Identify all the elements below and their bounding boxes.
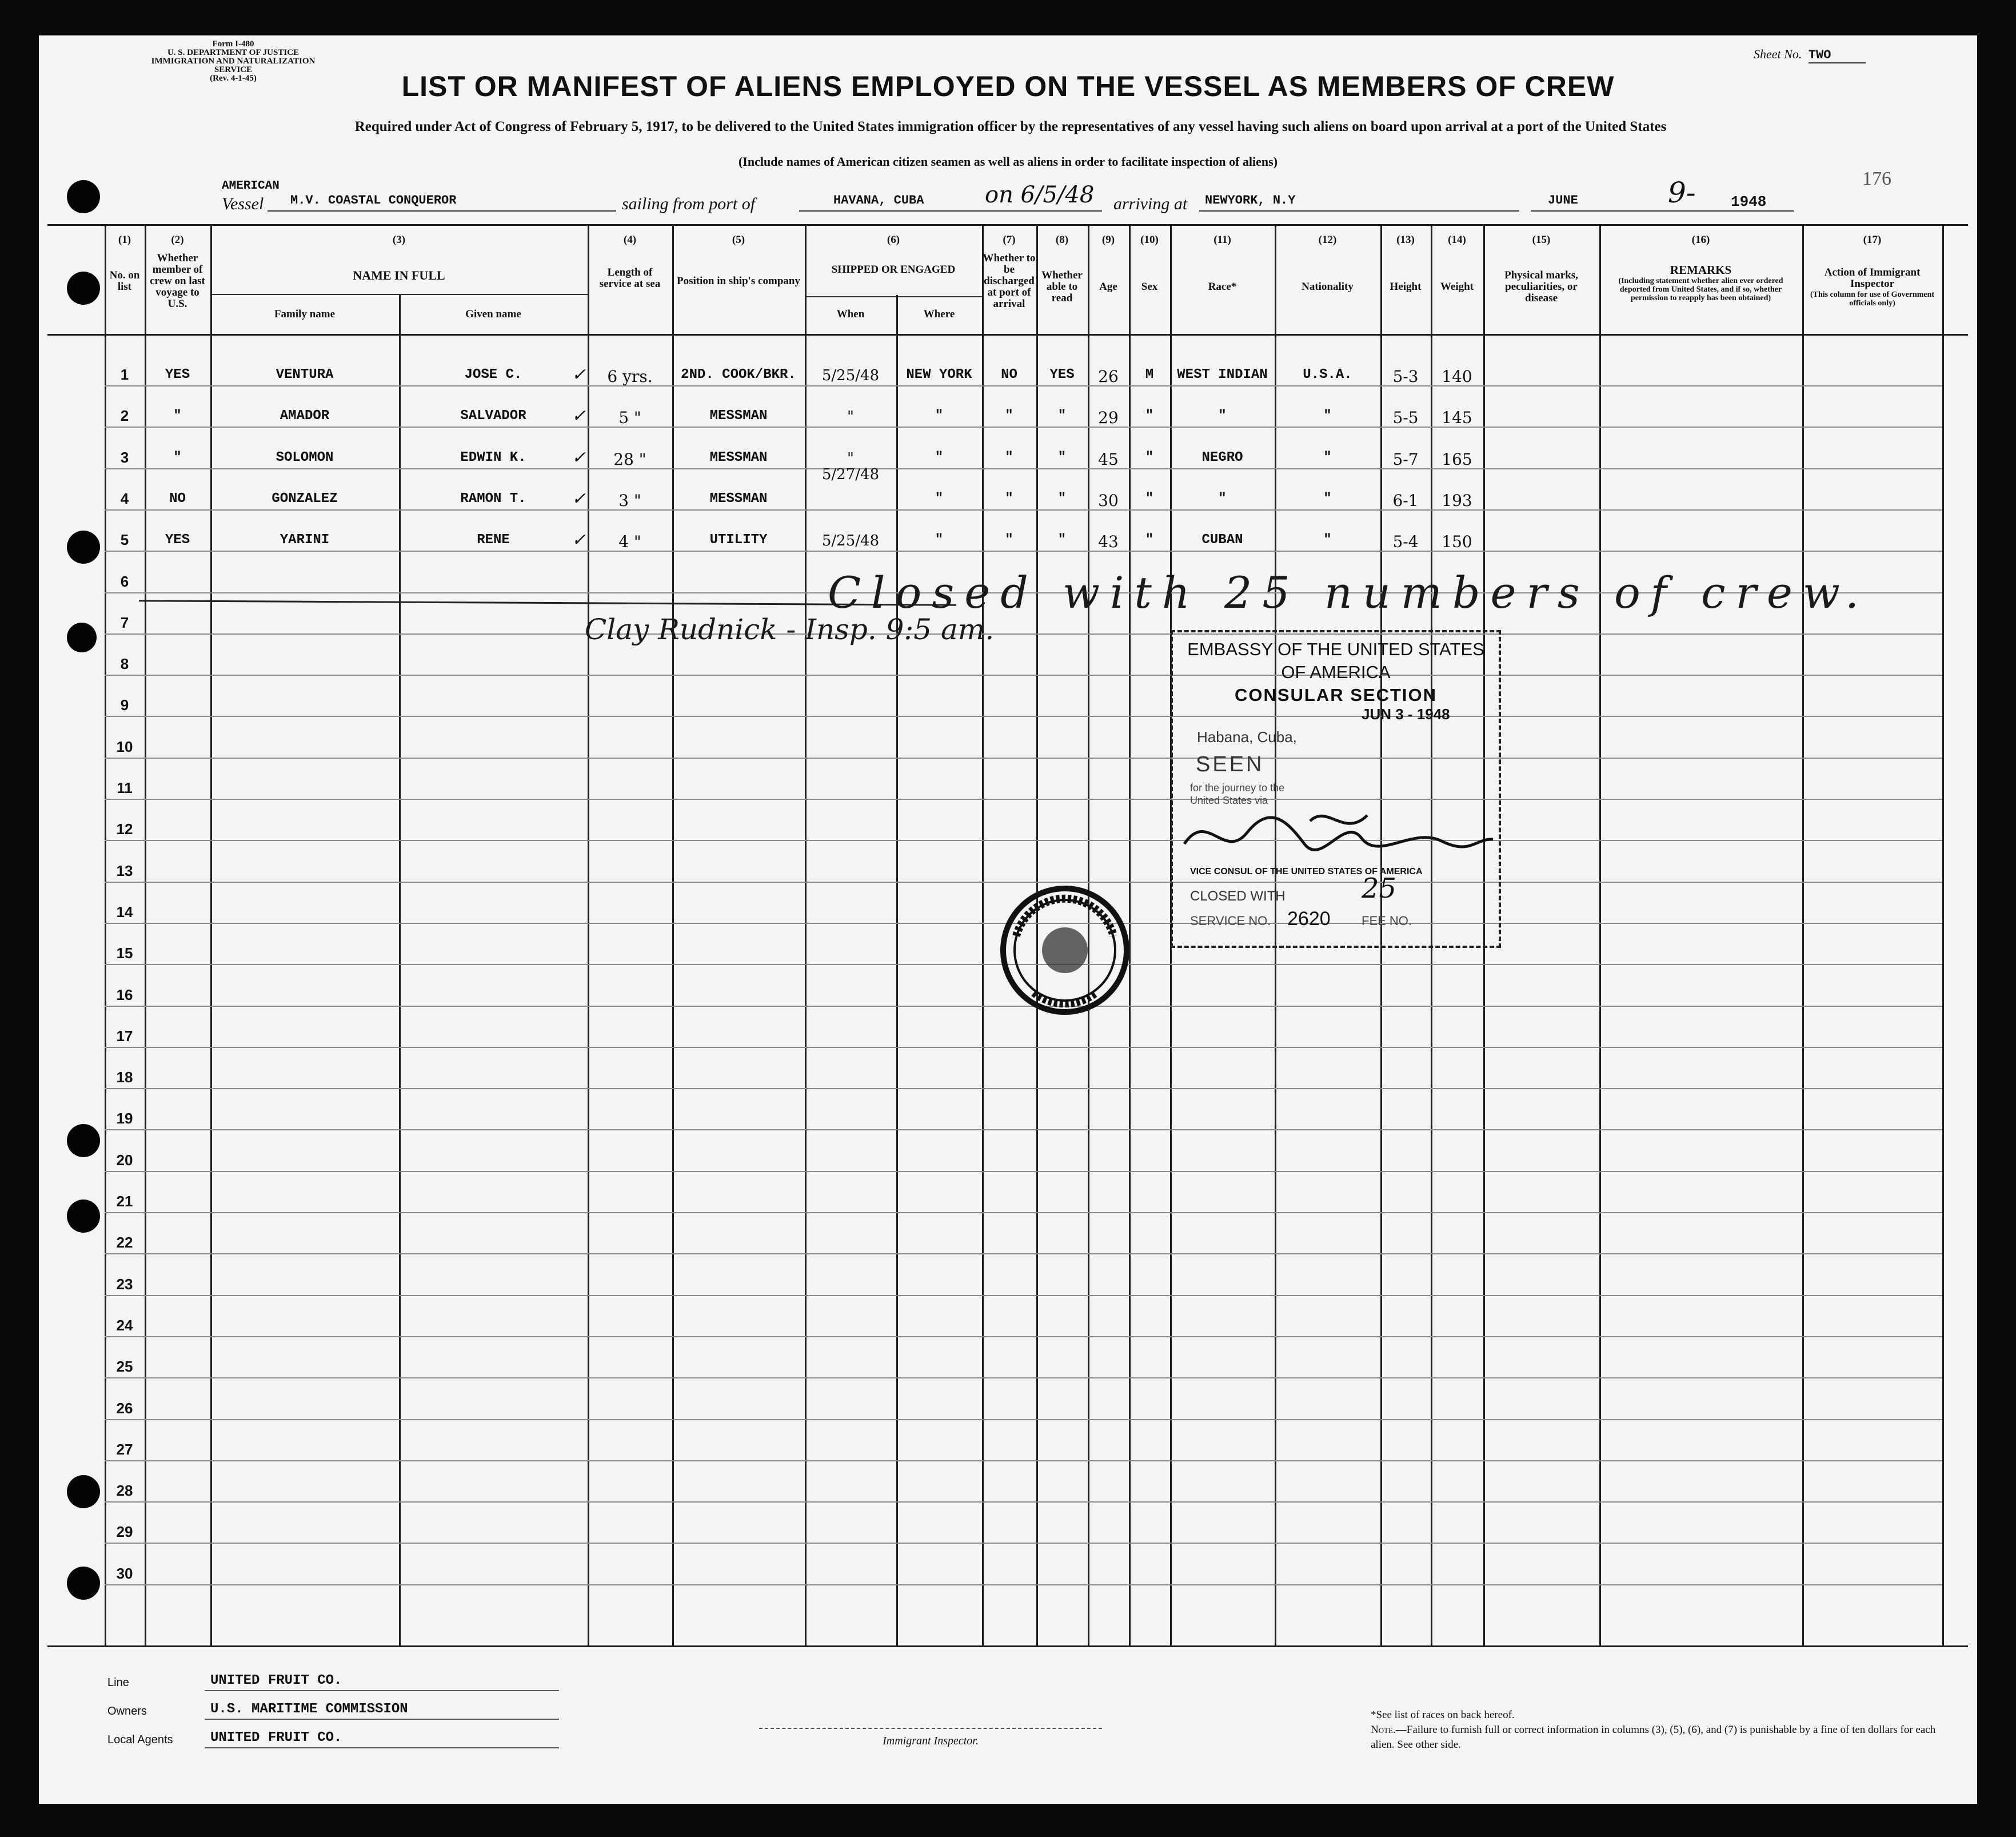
table-top-rule	[47, 224, 1968, 226]
row-rule	[105, 1088, 1942, 1089]
row-number: 22	[116, 1234, 133, 1252]
row-number: 5	[120, 531, 129, 549]
row-number: 15	[116, 945, 133, 962]
row-number: 18	[116, 1069, 133, 1086]
crew-weight: 140	[1442, 367, 1472, 386]
stamp-date: JUN 3 - 1948	[1362, 706, 1450, 723]
col-5-label: Position in ship's company	[677, 275, 800, 287]
row-rule	[105, 1212, 1942, 1213]
binder-hole	[67, 623, 97, 652]
crew-family: GONZALEZ	[272, 491, 338, 507]
crew-race: WEST INDIAN	[1177, 367, 1268, 382]
crew-when: 5/25/48	[821, 367, 880, 384]
binder-hole	[67, 1200, 100, 1233]
vessel-prefix: AMERICAN	[222, 180, 280, 193]
column-divider	[1802, 224, 1804, 1647]
crew-read: "	[1057, 408, 1067, 424]
col-8-num: (8)	[1055, 234, 1069, 246]
col-9-num: (9)	[1101, 234, 1115, 246]
crew-weight: 193	[1442, 491, 1472, 510]
column-divider	[1599, 224, 1601, 1647]
form-service: IMMIGRATION AND NATURALIZATION SERVICE	[151, 57, 316, 74]
row-rule	[105, 675, 1942, 676]
row-rule	[105, 758, 1942, 759]
footer-owners-rule	[205, 1719, 559, 1720]
crew-race: CUBAN	[1201, 532, 1243, 548]
row-rule	[105, 1295, 1942, 1296]
col-14-num: (14)	[1448, 234, 1466, 246]
row-number: 7	[120, 613, 129, 631]
col-1-label: No. on list	[109, 269, 140, 293]
crew-race: "	[1218, 491, 1227, 507]
crew-sex: "	[1145, 532, 1154, 548]
crew-age: 30	[1098, 491, 1119, 510]
crew-age: 43	[1098, 532, 1119, 552]
crew-position: UTILITY	[709, 532, 768, 548]
stamp-service-label: SERVICE NO.	[1190, 914, 1271, 928]
crew-service: 4 "	[618, 532, 641, 552]
crew-race: "	[1218, 408, 1227, 424]
crew-age: 26	[1098, 367, 1119, 386]
crew-read: "	[1057, 532, 1067, 548]
crew-position: MESSMAN	[709, 449, 768, 465]
row-rule	[105, 1171, 1942, 1172]
crew-where: "	[935, 532, 944, 548]
crew-weight: 165	[1442, 449, 1472, 469]
crew-when: "	[847, 449, 854, 467]
footer-notes	[1371, 1708, 1937, 1752]
crew-weight: 145	[1442, 408, 1472, 428]
row-number: 14	[116, 903, 133, 921]
binder-hole	[67, 180, 100, 213]
crew-service: 28 "	[613, 449, 646, 469]
row-rule	[105, 1377, 1942, 1378]
col-12-num: (12)	[1318, 234, 1337, 246]
arriving-port: NEWYORK, N.Y	[1205, 193, 1296, 208]
crew-where: "	[935, 491, 944, 507]
col-7-label: Whether to be discharged at port of arrival	[983, 252, 1036, 310]
column-divider	[982, 224, 984, 1647]
crew-where: "	[935, 449, 944, 465]
crew-read: "	[1057, 491, 1067, 507]
sailing-date: on 6/5/48	[985, 182, 1095, 208]
sailing-port: HAVANA, CUBA	[833, 193, 924, 208]
col-15-num: (15)	[1532, 234, 1551, 246]
crew-service: 3 "	[618, 491, 641, 510]
manifest-page	[39, 35, 1977, 1804]
row-number: 3	[120, 448, 129, 466]
inspector-label: Immigrant Inspector.	[883, 1735, 979, 1747]
row-number: 20	[116, 1151, 133, 1169]
crew-given: RAMON T.	[460, 491, 526, 507]
row-number: 4	[120, 489, 129, 507]
sailing-label: sailing from port of	[622, 194, 756, 213]
row-rule	[105, 716, 1942, 717]
crew-position: MESSMAN	[709, 491, 768, 507]
col-7-num: (7)	[1003, 234, 1016, 246]
sheet-label: Sheet No.	[1754, 47, 1802, 61]
vessel-underline	[268, 210, 616, 212]
races-note: *See list of races on back hereof.	[1371, 1709, 1515, 1721]
fine-note-label: Note.	[1371, 1724, 1396, 1736]
binder-hole	[67, 531, 100, 564]
footer-line-value: UNITED FRUIT CO.	[210, 1673, 342, 1688]
crew-discharged: "	[1005, 408, 1013, 424]
binder-hole	[67, 272, 100, 305]
shipped-subheader-rule	[805, 296, 982, 297]
binder-hole	[67, 1475, 100, 1508]
stamp-journey: for the journey to the	[1190, 782, 1285, 794]
column-divider	[145, 224, 146, 1647]
row-number: 28	[116, 1482, 133, 1500]
crew-service: 6 yrs.	[607, 367, 653, 386]
col-2-label: Whether member of crew on last voyage to U.S.	[150, 252, 205, 310]
crew-age: 45	[1098, 449, 1119, 469]
row-rule	[105, 840, 1942, 841]
fine-note-text: —Failure to furnish full or correct information in columns (3), (5), (6), and (7) is punishable by a fine of ten dollars for each alien. See other side.	[1371, 1724, 1936, 1751]
row-rule	[105, 1047, 1942, 1048]
stamp-via: United States via	[1190, 795, 1268, 806]
col-3-label: NAME IN FULL	[353, 268, 445, 282]
consular-stamp	[1171, 630, 1501, 948]
sheet-value: TWO	[1809, 48, 1866, 63]
crew-when: 5/25/48	[821, 532, 880, 550]
crew-given: SALVADOR	[460, 408, 526, 424]
row-number: 27	[116, 1440, 133, 1458]
row-number: 30	[116, 1564, 133, 1582]
crew-last-voyage: "	[173, 449, 182, 465]
crew-nationality: U.S.A.	[1303, 367, 1352, 382]
check-mark: ✓	[572, 447, 586, 468]
check-mark: ✓	[572, 365, 586, 385]
col-13-label: Height	[1390, 281, 1422, 293]
row-rule	[105, 427, 1942, 428]
col-6-when: When	[836, 308, 865, 320]
row-number: 24	[116, 1316, 133, 1334]
row-rule	[105, 385, 1942, 386]
col-10-num: (10)	[1140, 234, 1159, 246]
col-15-label: Physical marks, peculiarities, or disease	[1504, 269, 1578, 304]
sailing-underline	[799, 210, 1102, 212]
crew-position: MESSMAN	[709, 408, 768, 424]
sheet-number	[1754, 47, 1866, 63]
form-dept: U. S. DEPARTMENT OF JUSTICE	[167, 48, 300, 57]
crew-given: EDWIN K.	[460, 449, 526, 465]
form-id: Form I-480	[212, 39, 254, 49]
row-number: 2	[120, 407, 129, 425]
crew-given: RENE	[477, 532, 510, 548]
col-6-num: (6)	[887, 234, 900, 246]
row-rule	[105, 633, 1942, 635]
column-divider	[105, 224, 106, 1647]
arriving-label: arriving at	[1113, 194, 1188, 213]
stamp-service-no: 2620	[1287, 908, 1331, 930]
arrival-month: JUNE	[1548, 193, 1578, 208]
crew-nationality: "	[1323, 532, 1332, 548]
row-rule	[105, 1419, 1942, 1420]
crew-last-voyage: YES	[165, 532, 190, 548]
row-number: 8	[120, 655, 129, 673]
col-3-num: (3)	[392, 234, 406, 246]
crew-position: 2ND. COOK/BKR.	[681, 367, 796, 382]
vessel-label: Vessel	[222, 194, 264, 213]
form-rev: (Rev. 4-1-45)	[210, 74, 257, 83]
stamp-signature	[1173, 798, 1499, 867]
vessel-name: M.V. COASTAL CONQUEROR	[290, 193, 457, 208]
col-8-label: Whether able to read	[1041, 269, 1083, 304]
arrival-year: 1948	[1731, 193, 1767, 210]
row-number: 6	[120, 572, 129, 590]
crew-family: VENTURA	[276, 367, 334, 382]
row-number: 16	[116, 986, 133, 1003]
footer-owners-label: Owners	[107, 1705, 147, 1718]
crew-sex: "	[1145, 491, 1154, 507]
table-header-rule	[47, 334, 1968, 336]
inspector-signature-rule	[759, 1728, 1102, 1729]
crew-family: SOLOMON	[276, 449, 334, 465]
col-3-given: Given name	[465, 308, 521, 320]
row-number: 25	[116, 1358, 133, 1376]
col-16-label: REMARKS	[1670, 263, 1732, 277]
check-mark: ✓	[572, 406, 586, 427]
crew-discharged: NO	[1001, 367, 1017, 382]
footer-line-rule	[205, 1690, 559, 1691]
row-rule	[105, 1501, 1942, 1503]
stamp-line1: EMBASSY OF THE UNITED STATES	[1187, 639, 1484, 659]
col-17-note: (This column for use of Government officials only)	[1810, 290, 1935, 308]
stamp-seen: SEEN	[1196, 752, 1264, 776]
row-rule	[105, 551, 1942, 552]
row-number: 9	[120, 696, 129, 714]
row-rule	[105, 1543, 1942, 1544]
round-seal	[999, 884, 1131, 1016]
column-divider	[672, 224, 674, 1647]
row-number: 10	[116, 738, 133, 755]
col-16-num: (16)	[1691, 234, 1710, 246]
fine-note	[1371, 1723, 1937, 1752]
row-rule	[105, 468, 1942, 469]
arrival-day: 9-	[1668, 176, 1696, 209]
page-title: LIST OR MANIFEST OF ALIENS EMPLOYED ON THE VESSEL AS MEMBERS OF CREW	[401, 70, 1615, 102]
col-2-num: (2)	[171, 234, 184, 246]
col-13-num: (13)	[1396, 234, 1415, 246]
row-number: 21	[116, 1193, 133, 1210]
crew-sex: "	[1145, 449, 1154, 465]
crew-height: 5-3	[1392, 367, 1419, 386]
col-16-note: (Including statement whether alien ever ordered deported from United States, and if so, whether permission to reapply has been obtained)	[1618, 277, 1783, 302]
stamp-fee-label: FEE NO.	[1362, 914, 1412, 928]
column-divider	[210, 224, 212, 1647]
col-3-family: Family name	[274, 308, 336, 320]
binder-hole	[67, 1567, 100, 1600]
row-number: 29	[116, 1523, 133, 1541]
page-subtitle: Required under Act of Congress of February 5, 1917, to be delivered to the United States immigration officer by the representatives of any vessel having such aliens on board upon arrival at a port of the United States	[354, 119, 1667, 134]
row-rule	[105, 1129, 1942, 1130]
col-5-num: (5)	[732, 234, 745, 246]
crew-height: 5-7	[1392, 449, 1419, 469]
row-rule	[105, 882, 1942, 883]
crew-sex: M	[1145, 367, 1154, 382]
row-number: 17	[116, 1027, 133, 1045]
col-11-num: (11)	[1213, 234, 1231, 246]
check-mark: ✓	[572, 530, 586, 551]
col-11-label: Race*	[1208, 281, 1237, 293]
row-number: 13	[116, 862, 133, 879]
stamp-city: Habana, Cuba,	[1197, 728, 1297, 746]
col-4-num: (4)	[623, 234, 637, 246]
footer-agents-rule	[205, 1747, 559, 1748]
date-underline	[1531, 210, 1794, 212]
crew-last-voyage: "	[173, 408, 182, 424]
crew-last-voyage: NO	[169, 491, 186, 507]
row-number: 23	[116, 1275, 133, 1293]
row-rule	[105, 1253, 1942, 1254]
row-rule	[105, 1584, 1942, 1585]
crew-age: 29	[1098, 408, 1119, 428]
row-rule	[105, 1336, 1942, 1337]
crew-discharged: "	[1005, 532, 1013, 548]
page-subnote: (Include names of American citizen seamen as well as aliens in order to facilitate inspection of aliens)	[738, 154, 1278, 169]
crew-family: AMADOR	[280, 408, 330, 424]
crew-weight: 150	[1442, 532, 1472, 552]
row-number: 12	[116, 820, 133, 838]
crew-when: "	[847, 408, 854, 426]
arriving-underline	[1199, 210, 1519, 212]
crew-where: "	[935, 408, 944, 424]
crew-sex: "	[1145, 408, 1154, 424]
footer-owners-value: U.S. MARITIME COMMISSION	[210, 1701, 408, 1717]
crew-height: 6-1	[1392, 491, 1419, 510]
stamp-line2: OF AMERICA	[1281, 662, 1391, 682]
crew-given: JOSE C.	[464, 367, 522, 382]
binder-hole	[67, 1124, 100, 1157]
column-divider	[1942, 224, 1944, 1647]
crew-nationality: "	[1323, 491, 1332, 507]
crew-service: 5 "	[618, 408, 641, 428]
row-rule	[105, 509, 1942, 511]
crew-read: "	[1057, 449, 1067, 465]
crew-discharged: "	[1005, 491, 1013, 507]
crew-when: 5/27/48	[821, 465, 880, 483]
col-1-num: (1)	[118, 234, 131, 246]
crew-nationality: "	[1323, 408, 1332, 424]
row-rule	[105, 1460, 1942, 1461]
row-rule	[105, 799, 1942, 800]
crew-race: NEGRO	[1201, 449, 1243, 465]
crew-height: 5-4	[1392, 532, 1419, 552]
check-mark: ✓	[572, 488, 586, 509]
crew-read: YES	[1049, 367, 1075, 382]
stamp-line3: CONSULAR SECTION	[1234, 685, 1438, 705]
footer-line-label: Line	[107, 1676, 129, 1689]
col-9-label: Age	[1099, 281, 1117, 293]
footer-agents-value: UNITED FRUIT CO.	[210, 1730, 342, 1746]
column-divider	[588, 224, 589, 1647]
row-number: 19	[116, 1110, 133, 1127]
footer-agents-label: Local Agents	[107, 1734, 173, 1746]
col-6-where: Where	[923, 308, 955, 320]
crew-discharged: "	[1005, 449, 1013, 465]
crew-last-voyage: YES	[165, 367, 190, 382]
col-17-num: (17)	[1863, 234, 1882, 246]
column-divider	[805, 224, 807, 1647]
table-bottom-rule	[47, 1645, 1968, 1647]
col-4-label: Length of service at sea	[599, 266, 661, 290]
crew-height: 5-5	[1392, 408, 1419, 428]
crew-where: NEW YORK	[906, 367, 972, 382]
col-10-label: Sex	[1141, 281, 1158, 293]
col-12-label: Nationality	[1302, 281, 1354, 293]
row-number: 11	[117, 779, 133, 796]
col-17-label: Action of Immigrant Inspector	[1824, 266, 1921, 290]
stamp-officer: VICE CONSUL OF THE UNITED STATES OF AMERICA	[1190, 867, 1423, 876]
row-number: 1	[120, 366, 129, 383]
closed-note: Closed with 25 numbers of crew.	[828, 567, 1870, 618]
crew-nationality: "	[1323, 449, 1332, 465]
stamp-closed: CLOSED WITH	[1190, 888, 1286, 904]
inspector-note: Clay Rudnick - Insp. 9:5 am.	[585, 613, 995, 646]
crew-family: YARINI	[280, 532, 330, 548]
col-6-label: SHIPPED OR ENGAGED	[831, 264, 956, 276]
row-number: 26	[116, 1399, 133, 1417]
page-number: 176	[1862, 168, 1891, 189]
stamp-closed-num: 25	[1362, 872, 1397, 904]
col-14-label: Weight	[1440, 281, 1474, 293]
